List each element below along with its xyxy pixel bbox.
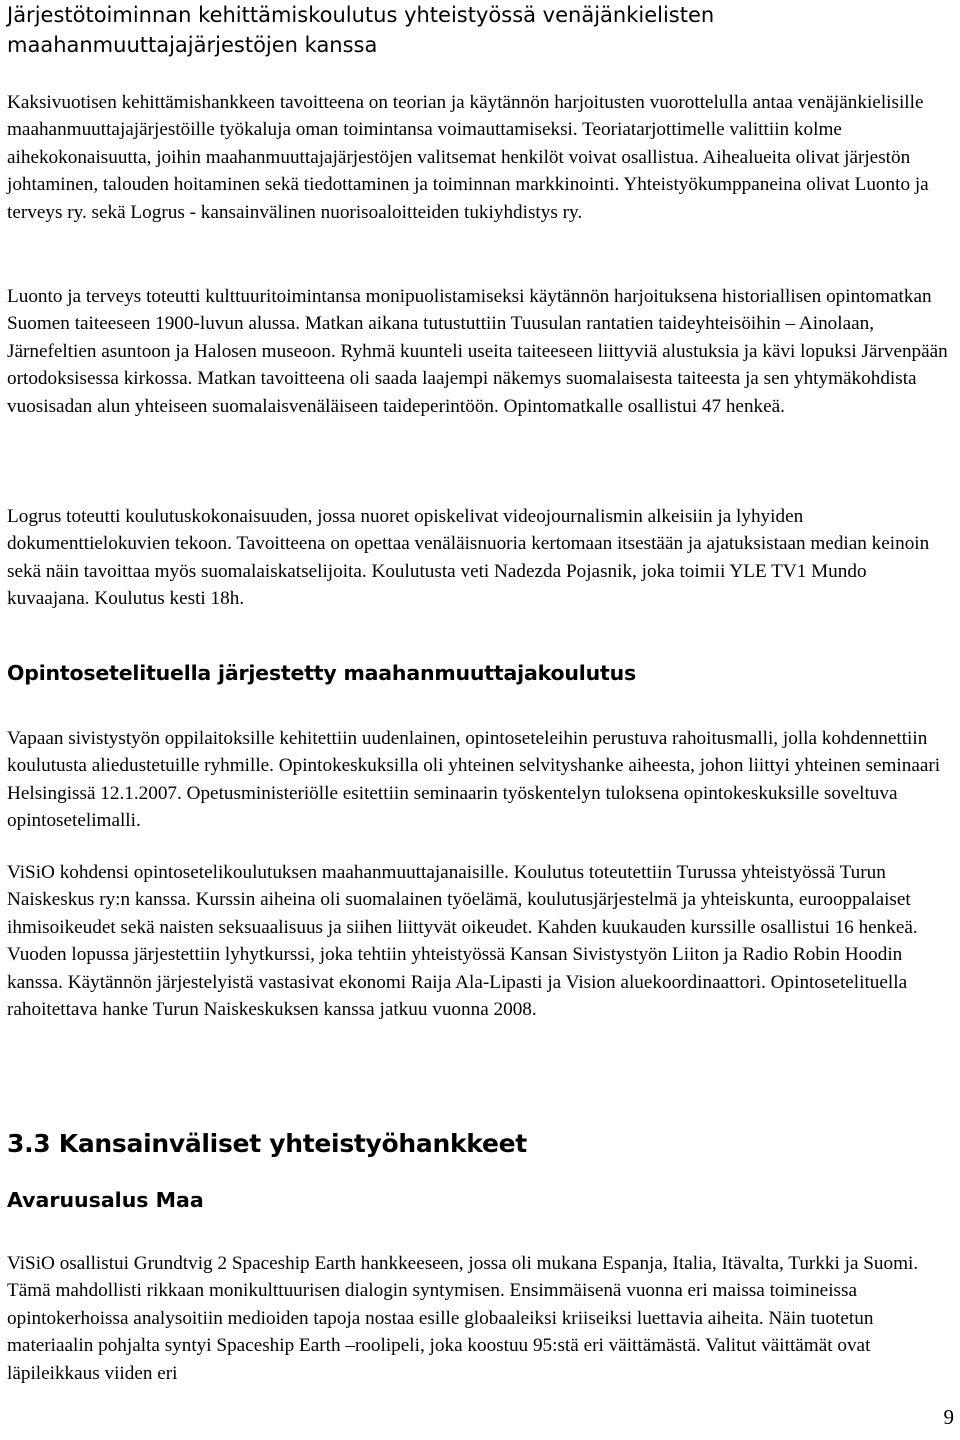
paragraph-luonto-ja-terveys: Luonto ja terveys toteutti kulttuuritoimintansa monipuolistamiseksi käytännön harjoituksena historiallisen opintomatkan Suomen taiteeseen 1900-luvun alussa. Matkan aikana tutustuttiin Tuusulan rantatien taideyhteisöihin – Ainolaan, Järnefeltien asuntoon ja Halosen museoon. Ryhmä kuunteli useita taiteeseen liittyviä alustuksia ja kävi lopuksi Järvenpään ortodoksisessa kirkossa. Matkan tavoitteena oli saada laajempi näkemys suomalaisesta taiteesta ja sen yhtymäkohdista vuosisadan alun yhteiseen suomalaisvenäläiseen taideperintöön. Opintomatkalle osallistui 47 henkeä. [7,286,948,417]
subsection-heading: Avaruusalus Maa [7,1188,204,1212]
paragraph-study-voucher-model: Vapaan sivistystyön oppilaitoksille kehitettiin uudenlainen, opintoseteleihin perustuva rahoitusmalli, jolla kohdennettiin koulutusta aliedustetuille ryhmille. Opintokeskuksilla oli yhteinen selvityshanke aiheesta, johon liittyi yhteinen seminaari Helsingissä 12.1.2007. Opetusministeriölle esitettiin seminaarin työskentelyn tuloksena opintokeskuksille soveltuva opintosetelimalli. [7,728,941,832]
paragraph-development-project: Kaksivuotisen kehittämishankkeen tavoitteena on teorian ja käytännön harjoitusten vuorottelulla antaa venäjänkielisille maahanmuuttajajärjestöille työkaluja oman toimintansa voimauttamiseksi. Teoriatarjottimelle valittiin kolme aihekokonaisuutta, joihin maahanmuuttajajärjestöjen valitsemat henkilöt voivat osallistua. Aihealueita olivat järjestön johtaminen, talouden hoitaminen sekä tiedottaminen ja toiminnan markkinointi. Yhteistyökumppaneina olivat Luonto ja terveys ry. sekä Logrus - kansainvälinen nuorisoaloitteiden tukiyhdistys ry. [7,92,929,223]
document-heading: Järjestötoiminnan kehittämiskoulutus yhteistyössä venäjänkielisten maahanmuuttajajärjestöjen kanssa [7,3,715,57]
paragraph-logrus: Logrus toteutti koulutuskokonaisuuden, jossa nuoret opiskelivat videojournalismin alkeisiin ja lyhyiden dokumenttielokuvien tekoon. Tavoitteena on opettaa venäläisnuoria kertomaan itsestään ja ajatuksistaan median keinoin sekä näin tavoittaa myös suomalaiskatselijoita. Koulutusta veti Nadezda Pojasnik, joka toimii YLE TV1 Mundo kuvaajana. Koulutus kesti 18h. [7,506,930,610]
section-heading: Opintosetelituella järjestetty maahanmuuttajakoulutus [7,661,636,685]
page-number: 9 [943,1405,954,1429]
chapter-heading: 3.3 Kansainväliset yhteistyöhankkeet [7,1129,527,1158]
paragraph-spaceship-earth: ViSiO osallistui Grundtvig 2 Spaceship Earth hankkeeseen, jossa oli mukana Espanja, Italia, Itävalta, Turkki ja Suomi. Tämä mahdollisti rikkaan monikulttuurisen dialogin syntymisen. Ensimmäisenä vuonna eri maissa toimineissa opintokerhoissa analysoitiin medioiden tapoja nostaa esille globaaleiksi kriiseiksi luettavia aiheita. Näin tuotetun materiaalin pohjalta syntyi Spaceship Earth –roolipeli, joka koostuu 95:stä eri väittämästä. Valitut väittämät ovat läpileikkaus viiden eri [7,1253,919,1384]
paragraph-visio-immigrant-women: ViSiO kohdensi opintosetelikoulutuksen maahanmuuttajanaisille. Koulutus toteutettiin Turussa yhteistyössä Turun Naiskeskus ry:n kanssa. Kurssin aiheina oli suomalainen työelämä, koulutusjärjestelmä ja yhteiskunta, eurooppalaiset ihmisoikeudet sekä naisten seksuaalisuus ja siihen liittyvät oikeudet. Kahden kuukauden kurssille osallistui 16 henkeä. Vuoden lopussa järjestettiin lyhytkurssi, joka tehtiin yhteistyössä Kansan Sivistystyön Liiton ja Radio Robin Hoodin kanssa. Käytännön järjestelyistä vastasivat ekonomi Raija Ala-Lipasti ja Vision aluekoordinaattori. Opintosetelituella rahoitettava hanke Turun Naiskeskuksen kanssa jatkuu vuonna 2008. [7,862,918,1021]
